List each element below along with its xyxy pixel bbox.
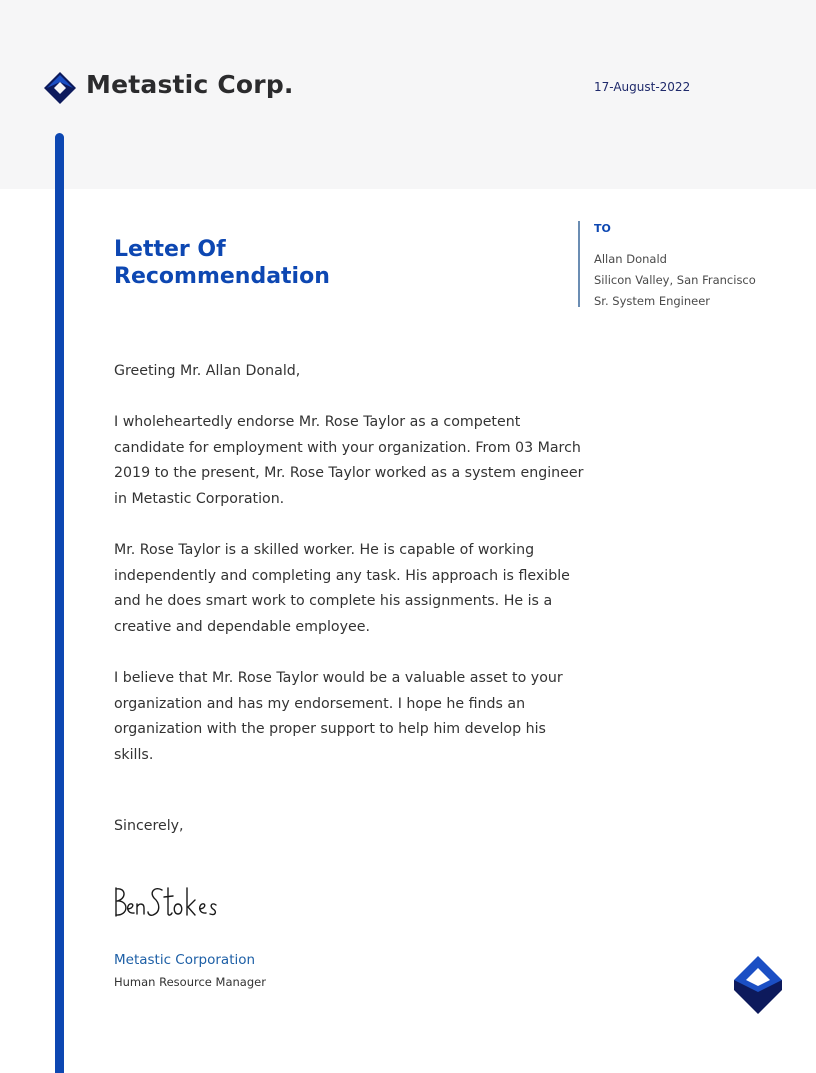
- body-paragraph-1: I wholeheartedly endorse Mr. Rose Taylor as a competent candidate for employment with your organization. From 03 March 2019 to the present, Mr. Rose Taylor worked as a system engineer in Metastic Corporation.: [114, 414, 584, 507]
- recipient-name: Allan Donald: [594, 252, 667, 266]
- diamond-logo-icon: [44, 72, 76, 104]
- recipient-location: Silicon Valley, San Francisco: [594, 273, 756, 287]
- letter-date: 17-August-2022: [594, 80, 691, 94]
- chevron-logo-icon: [732, 954, 784, 1014]
- title-line-1: Letter Of: [114, 237, 226, 262]
- handwritten-signature: [112, 880, 232, 924]
- signatory-role: Human Resource Manager: [114, 975, 266, 989]
- body-paragraph-2: Mr. Rose Taylor is a skilled worker. He is capable of working independently and completing any task. His approach is flexible and he does smart work to complete his assignments. He is a creative and dependable employee.: [114, 542, 570, 635]
- company-name: Metastic Corp.: [86, 70, 294, 99]
- signatory-organization: Metastic Corporation: [114, 952, 256, 968]
- body-paragraph-3: I believe that Mr. Rose Taylor would be a valuable asset to your organization and has my endorsement. I hope he finds an organization with the proper support to help him develop his skills.: [114, 670, 563, 763]
- accent-bar: [55, 133, 64, 1073]
- letter-body: [114, 359, 584, 794]
- title-line-2: Recommendation: [114, 264, 330, 289]
- closing: Sincerely,: [114, 818, 184, 834]
- recipient-block: [578, 221, 794, 307]
- greeting: Greeting Mr. Allan Donald,: [114, 363, 301, 379]
- recipient-heading: TO: [594, 222, 611, 235]
- recipient-position: Sr. System Engineer: [594, 294, 711, 308]
- document-title: [114, 236, 414, 290]
